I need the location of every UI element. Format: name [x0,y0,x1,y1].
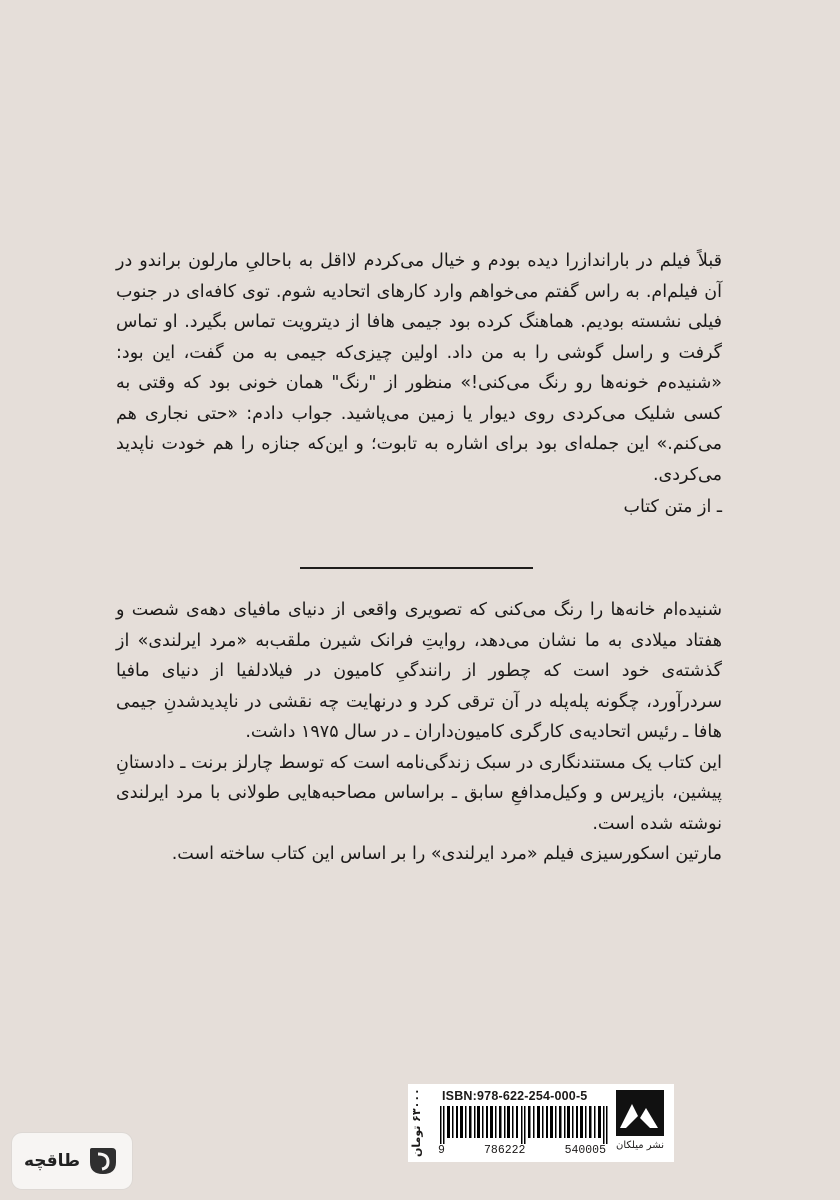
publisher-logo [610,1088,670,1158]
synopsis-paragraph-2: این کتاب یک مستندنگاری در سبک زندگی‌نامه است که توسط چارلز برنت ـ دادستانِ پیشین، بازپرس و وکیل‌مدافعِ سابق ـ براساس مصاحبه‌هایی طولانی با مرد ایرلندی نوشته شده است. [116,752,722,834]
publisher-name: نشر میلکان [616,1140,664,1151]
excerpt-paragraph: قبلاً فیلم در باراندازرا دیده بودم و خیال می‌کردم لااقل به باحالیِ مارلون براندو در آن فیلم‌ام. به راس گفتم می‌خواهم وارد کارهای اتحادیه شوم. توی کافه‌ای در جنوب فیلی نشسته بودیم. هماهنگ کرده بود جیمی هافا از دیترویت تماس بگیرد. او تماس گرفت و راسل گوشی را به من داد. اولین چیزی‌که جیمی به من گفت، این بود: «شنیده‌م خونه‌ها رو رنگ می‌کنی!» منظور از "رنگ" همان خونی بود که وقتی به کسی شلیک می‌کردی روی دیوار یا زمین می‌پاشید. جواب دادم: «حتی نجاری هم می‌کنم.» این جمله‌ای بود برای اشاره به تابوت؛ و این‌که جنازه را هم خودت ناپدید می‌کردی. [116,251,722,485]
price-label: ۶۳۰۰۰ تومان [410,1088,423,1158]
barcode-digit-group: 786222 [484,1144,526,1157]
isbn-barcode-box [408,1084,674,1162]
taaghche-badge[interactable] [12,1133,132,1189]
book-synopsis [116,595,722,870]
barcode-digit-group: 540005 [564,1144,606,1157]
barcode-bars [440,1106,608,1144]
synopsis-paragraph-3: مارتین اسکورسیزی فیلم «مرد ایرلندی» را بر اساس این کتاب ساخته است. [171,844,722,864]
barcode-digits [438,1144,606,1157]
section-divider [300,567,533,569]
excerpt-quote [116,246,722,523]
taaghche-brand-text: طاقچه [23,1151,81,1171]
mountains-icon [614,1088,666,1138]
excerpt-source: ـ از متن کتاب [623,497,722,517]
barcode-digit-group: 9 [438,1144,445,1157]
isbn-number: ISBN:978-622-254-000-5 [442,1089,588,1103]
synopsis-paragraph-1: شنیده‌ام خانه‌ها را رنگ می‌کنی که تصویری واقعی از دنیای مافیای دهه‌ی شصت و هفتاد میلادی به ما نشان می‌دهد، روایتِ فرانک شیرن ملقب‌به «مرد ایرلندی» از گذشته‌ی خود است که چطور از رانندگیِ کامیون در فیلادلفیا از دنیای مافیا سردرآورد، چگونه پله‌پله در آن ترقی کرد و درنهایت چه نقشی در ناپدیدشدنِ جیمی هافا ـ رئیس اتحادیه‌ی کارگری کامیون‌داران ـ در سال ۱۹۷۵ داشت. [116,600,722,742]
taaghche-logo-icon [86,1144,120,1178]
